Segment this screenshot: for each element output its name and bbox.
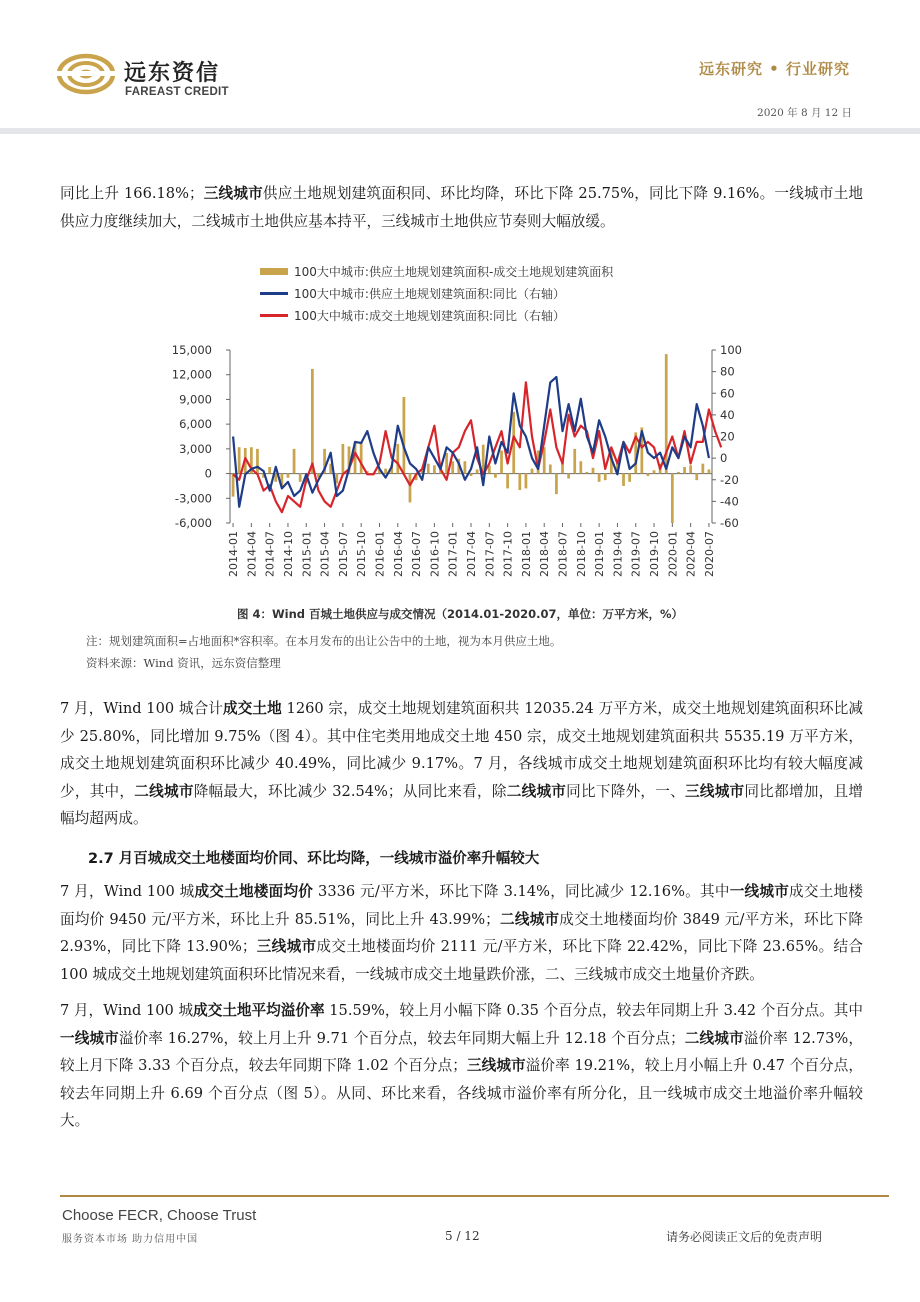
difference-bar <box>293 449 296 474</box>
left-axis-tick-label: -6,000 <box>174 516 212 530</box>
difference-bar <box>256 449 259 474</box>
difference-bar <box>506 474 509 489</box>
figure-note: 注：规划建筑面积=占地面积*容积率。在本月发布的出让公告中的土地，视为本月供应土地。 <box>86 634 562 648</box>
right-axis-tick-label: -20 <box>720 472 739 487</box>
difference-bar <box>579 461 582 473</box>
x-axis-tick-label: 2015-01 <box>300 531 314 577</box>
x-axis-tick-label: 2016-04 <box>391 531 405 577</box>
difference-bar <box>464 461 467 473</box>
legend-item-supply-yoy <box>260 282 613 304</box>
x-axis-tick-label: 2020-07 <box>702 531 716 577</box>
x-axis-tick-label: 2017-04 <box>465 531 478 577</box>
paragraph-premium-rate <box>60 997 863 1135</box>
body-text: 7 月，Wind 100 城 <box>60 1002 194 1019</box>
right-axis-tick-label: -60 <box>720 516 739 530</box>
emphasis-text: 一线城市 <box>729 883 790 900</box>
right-axis-tick-label: 60 <box>720 386 735 401</box>
emphasis-text: 三线城市 <box>256 938 317 956</box>
paragraph-supply-summary <box>60 180 863 235</box>
x-axis-tick-label: 2015-04 <box>318 531 332 577</box>
difference-bar <box>598 474 601 482</box>
difference-bar <box>232 474 235 497</box>
difference-bar <box>360 442 363 473</box>
right-axis-tick-label: 20 <box>720 429 735 444</box>
paragraph-deal-price <box>60 878 863 988</box>
body-text: 7 月，Wind 100 城 <box>60 883 195 900</box>
body-text: 供应土地规划建筑面积同、环比均降，环比下降 25.75%，同比下降 9.16%。一线城市土地供应力度继续加大，二线城市土地供应基本持平，三线城市土地供应节奏则大幅放缓。 <box>60 185 863 230</box>
land-supply-deal-chart <box>140 330 760 600</box>
difference-bar <box>342 444 345 474</box>
difference-bar <box>653 470 656 473</box>
difference-bar <box>604 474 607 481</box>
logo-english-name: FAREAST CREDIT <box>125 86 229 98</box>
difference-bar <box>555 474 558 495</box>
difference-bar <box>396 444 399 474</box>
body-text: 同比都增加，且增幅均超两成。 <box>60 782 863 828</box>
body-text: 3336 元/平方米，环比下降 3.14%，同比减少 12.16%。其中 <box>313 883 730 900</box>
difference-bar <box>476 469 479 473</box>
left-axis-tick-label: 6,000 <box>179 417 212 432</box>
difference-bar <box>451 461 454 473</box>
difference-bar <box>384 469 387 474</box>
footer-tagline: Choose FECR, Choose Trust <box>62 1207 257 1224</box>
difference-bar <box>549 465 552 474</box>
difference-bar <box>427 464 430 474</box>
difference-bar <box>708 469 711 473</box>
difference-bar <box>299 474 302 482</box>
legend-label: 100大中城市:供应土地规划建筑面积-成交土地规划建筑面积 <box>294 264 614 279</box>
emphasis-text: 成交土地平均溢价率 <box>193 1002 325 1019</box>
legend-item-deal-yoy <box>260 304 613 326</box>
difference-bar <box>403 397 406 474</box>
difference-bar <box>500 451 503 474</box>
difference-bar <box>677 472 680 474</box>
legend-label: 100大中城市:成交土地规划建筑面积:同比（右轴） <box>294 308 565 323</box>
difference-bar <box>586 472 589 474</box>
difference-bar <box>433 465 436 473</box>
left-axis-tick-label: 12,000 <box>171 367 212 382</box>
page-header <box>0 0 920 140</box>
difference-bar <box>573 449 576 474</box>
emphasis-text: 一线城市 <box>60 1029 119 1047</box>
body-text: 7 月，Wind 100 城合计 <box>60 700 223 717</box>
difference-bar <box>311 369 314 474</box>
header-divider <box>0 128 920 134</box>
difference-bar <box>409 474 412 503</box>
x-axis-tick-label: 2018-04 <box>538 531 552 577</box>
x-axis-tick-label: 2020-01 <box>666 531 680 577</box>
legend-line-swatch <box>260 314 288 317</box>
x-axis-tick-label: 2014-04 <box>245 531 259 577</box>
x-axis-tick-label: 2014-07 <box>263 531 277 577</box>
right-axis-tick-label: 40 <box>720 407 735 422</box>
emphasis-text: 二线城市 <box>506 782 567 800</box>
x-axis-tick-label: 2019-07 <box>629 531 643 577</box>
page-number: 5 / 12 <box>445 1229 480 1243</box>
footer-divider <box>60 1195 889 1197</box>
fareast-logo-icon <box>56 52 116 96</box>
x-axis-tick-label: 2014-01 <box>227 531 241 577</box>
body-text: 降幅最大，环比减少 32.54%；从同比来看，除 <box>193 782 507 800</box>
difference-bar <box>518 474 521 490</box>
difference-bar <box>567 474 570 479</box>
body-text: 同比上升 166.18%； <box>60 185 204 202</box>
x-axis-tick-label: 2018-07 <box>556 531 570 577</box>
emphasis-text: 二线城市 <box>499 910 560 928</box>
body-text: 溢价率 12.73%，较上月下降 3.33 个百分点，较去年同期下降 1.02 个百分点； <box>60 1029 863 1075</box>
body-text: 成交土地楼面均价 2111 元/平方米，环比下降 22.42%，同比下降 23.65%。结合 100 城成交土地规划建筑面积环比情况来看，一线城市成交土地量跌价涨，二、三线城市成交土地量价齐跌。 <box>60 938 863 983</box>
difference-bar <box>287 474 290 478</box>
difference-bar <box>238 447 241 473</box>
difference-bar <box>543 447 546 473</box>
report-date: 2020 年 8 月 12 日 <box>757 107 852 119</box>
figure-source: 资料来源：Wind 资讯，远东资信整理 <box>86 656 281 670</box>
difference-bar <box>671 474 674 523</box>
body-text: 溢价率 16.27%，较上月上升 9.71 个百分点，较去年同期大幅上升 12.18 个百分点； <box>118 1029 685 1047</box>
legend-bar-swatch <box>260 268 288 275</box>
difference-bar <box>622 474 625 486</box>
legend-label: 100大中城市:供应土地规划建筑面积:同比（右轴） <box>294 286 565 301</box>
right-axis-tick-label: 0 <box>720 451 728 466</box>
body-text: 同比下降外，一、 <box>566 782 685 800</box>
logo-chinese-name: 远东资信 <box>124 61 221 86</box>
difference-bar <box>683 467 686 474</box>
x-axis-tick-label: 2016-10 <box>428 531 442 577</box>
right-axis-tick-label: 100 <box>720 343 742 357</box>
difference-bar <box>647 474 650 476</box>
legend-item-difference <box>260 260 613 282</box>
left-axis-tick-label: -3,000 <box>174 491 212 506</box>
chart-legend <box>260 260 613 326</box>
x-axis-tick-label: 2018-10 <box>574 531 588 577</box>
difference-bar <box>689 465 692 473</box>
left-axis-tick-label: 3,000 <box>179 441 212 456</box>
left-axis-tick-label: 0 <box>204 466 212 481</box>
section-heading: 2.7 月百城成交土地楼面均价同、环比均降，一线城市溢价率升幅较大 <box>88 851 540 867</box>
difference-bar <box>695 474 698 481</box>
difference-bar <box>470 474 473 476</box>
x-axis-tick-label: 2019-10 <box>648 531 662 577</box>
left-axis-tick-label: 9,000 <box>179 392 212 407</box>
x-axis-tick-label: 2019-01 <box>593 531 607 577</box>
emphasis-text: 成交土地楼面均价 <box>194 883 314 900</box>
x-axis-tick-label: 2017-07 <box>483 531 497 577</box>
x-axis-tick-label: 2017-01 <box>446 531 460 577</box>
body-text: 溢价率 19.21%，较上月小幅上升 0.47 个百分点，较去年同期上升 6.69 个百分点（图 5）。从同、环比来看，各线城市溢价率有所分化，且一线城市成交土地溢价率升幅较大。 <box>60 1057 863 1130</box>
x-axis-tick-label: 2018-01 <box>519 531 533 577</box>
emphasis-text: 二线城市 <box>134 782 194 800</box>
figure-caption: 图 4：Wind 百城土地供应与成交情况（2014.01-2020.07，单位：万平方米，%） <box>236 607 684 621</box>
x-axis-tick-label: 2020-04 <box>684 531 698 577</box>
x-axis-tick-label: 2015-10 <box>355 531 369 577</box>
left-axis-tick-label: 15,000 <box>171 343 212 357</box>
x-axis-tick-label: 2016-01 <box>373 531 387 577</box>
emphasis-text: 三线城市 <box>203 185 263 202</box>
legend-line-swatch <box>260 292 288 295</box>
x-axis-tick-label: 2014-10 <box>281 531 295 577</box>
x-axis-tick-label: 2017-10 <box>501 531 515 577</box>
footer-slogan: 服务资本市场 助力信用中国 <box>62 1234 199 1245</box>
x-axis-tick-label: 2019-04 <box>611 531 625 577</box>
difference-bar <box>268 467 271 474</box>
body-text: 15.59%，较上月小幅下降 0.35 个百分点，较去年同期上升 3.42 个百分点。其中 <box>324 1002 863 1019</box>
body-text: 成交土地楼面均价 3849 元/平方米，环比下降 2.93%，同比下降 13.90%； <box>60 910 864 956</box>
difference-bar <box>628 474 631 482</box>
difference-bar <box>592 468 595 474</box>
right-axis-tick-label: 80 <box>720 364 735 379</box>
body-text: 1260 宗，成交土地规划建筑面积共 12035.24 万平方米，成交土地规划建筑面积环比减少 25.80%，同比增加 9.75%（图 4）。其中住宅类用地成交土地 450 宗，成交土地规划建筑面积共 5535.19 万平方米，成交土地规划建筑面积环比减少 40.49%，同比减少 9.17%。7 月，各线城市成交土地规划建筑面积环比均有较大幅度减少，其中， <box>60 700 863 800</box>
right-axis-tick-label: -40 <box>720 494 739 509</box>
paragraph-deal-volume <box>60 695 863 833</box>
disclaimer-note: 请务必阅读正文后的免责声明 <box>666 1230 823 1244</box>
body-text: 成交土地楼面均价 9450 元/平方米，环比上升 85.51%，同比上升 43.99%； <box>60 883 863 928</box>
difference-bar <box>494 474 497 478</box>
difference-bar <box>525 474 528 489</box>
difference-bar <box>445 453 448 474</box>
emphasis-text: 三线城市 <box>466 1057 526 1075</box>
report-category: 远东研究 • 行业研究 <box>698 60 850 78</box>
emphasis-text: 二线城市 <box>684 1029 744 1047</box>
difference-bar <box>701 464 704 474</box>
x-axis-tick-label: 2016-07 <box>410 531 424 577</box>
difference-bar <box>531 469 534 474</box>
emphasis-text: 成交土地 <box>223 700 282 717</box>
x-axis-tick-label: 2015-07 <box>336 531 350 577</box>
emphasis-text: 三线城市 <box>684 782 745 800</box>
